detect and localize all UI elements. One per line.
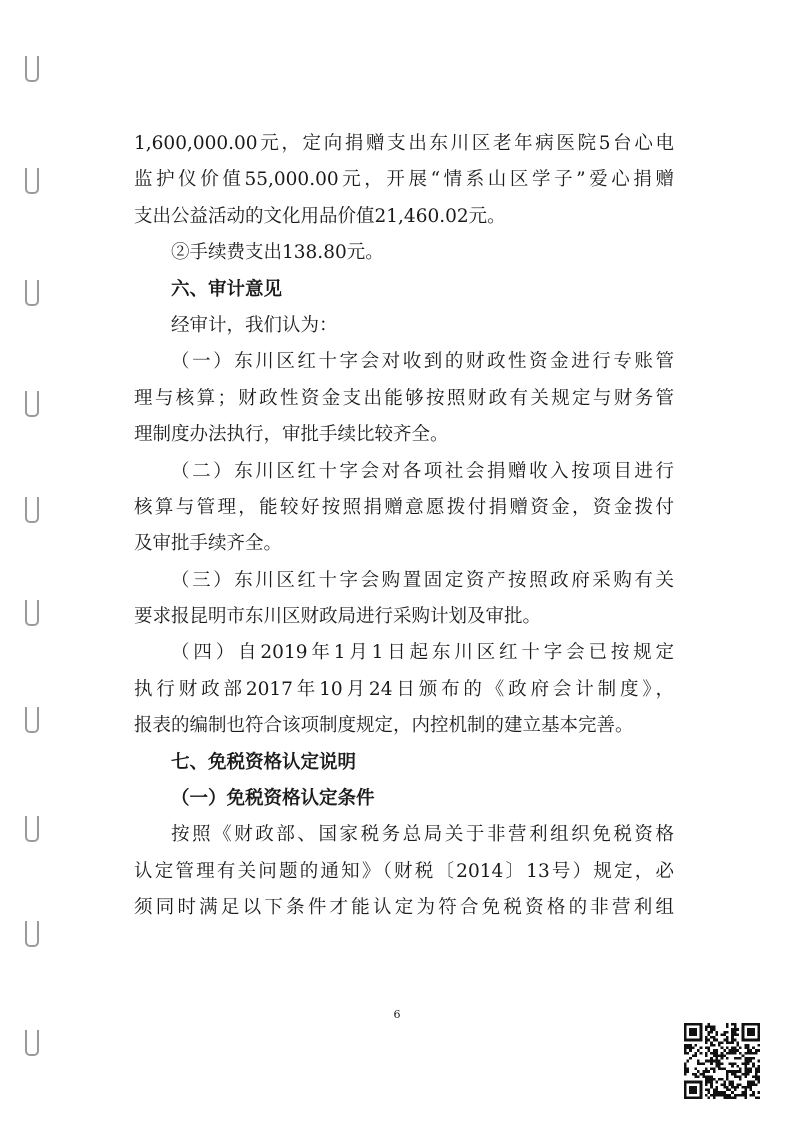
section-heading: 七、免税资格认定说明: [171, 751, 357, 773]
text-line: 理制度办法执行，审批手续比较齐全。: [134, 424, 449, 446]
binding-hole: [25, 280, 39, 306]
text-line: 及审批手续齐全。: [134, 533, 283, 555]
text-line: 按照《财政部、国家税务总局关于非营利组织免税资格: [171, 824, 674, 846]
binding-hole: [25, 497, 39, 523]
text-line: 要求报昆明市东川区财政局进行采购计划及审批。: [134, 606, 542, 628]
page-number: 6: [393, 1008, 401, 1021]
text-line: 核算与管理，能较好按照捐赠意愿拨付捐赠资金，资金拨付: [134, 496, 674, 518]
text-line: 1,600,000.00元，定向捐赠支出东川区老年病医院5台心电: [134, 133, 674, 154]
text-line: 报表的编制也符合该项制度规定，内控机制的建立基本完善。: [134, 715, 634, 737]
binding-hole: [25, 391, 39, 417]
text-line: 支出公益活动的文化用品价值21,460.02元。: [134, 205, 506, 227]
text-line: 执行财政部2017年10月24日颁布的《政府会计制度》，: [134, 678, 674, 700]
section-heading: （一）免税资格认定条件: [171, 788, 375, 810]
binding-hole: [25, 56, 39, 82]
binding-hole: [25, 921, 39, 947]
binding-hole: [25, 707, 39, 733]
text-line: （三）东川区红十字会购置固定资产按照政府采购有关: [171, 569, 674, 591]
document-body: [134, 126, 674, 927]
text-line: 理与核算；财政性资金支出能够按照财政有关规定与财务管: [134, 387, 674, 409]
section-heading: 六、审计意见: [171, 278, 283, 300]
text-line: （四）自2019年1月1日起东川区红十字会已按规定: [171, 642, 674, 664]
binding-hole: [25, 600, 39, 626]
text-line: 监护仪价值55,000.00元，开展“情系山区学子”爱心捐赠: [134, 169, 674, 191]
binding-hole: [25, 168, 39, 194]
text-line: （一）东川区红十字会对收到的财政性资金进行专账管: [171, 351, 674, 373]
qr-code: [684, 1023, 760, 1099]
text-line: 认定管理有关问题的通知》（财税〔2014〕13号）规定，必: [134, 860, 674, 882]
text-line: 经审计，我们认为：: [171, 314, 338, 336]
text-line: ②手续费支出138.80元。: [171, 242, 384, 264]
binding-hole: [25, 816, 39, 842]
text-line: 须同时满足以下条件才能认定为符合免税资格的非营利组: [134, 897, 674, 919]
text-line: （二）东川区红十字会对各项社会捐赠收入按项目进行: [171, 460, 674, 482]
binding-hole: [25, 1030, 39, 1056]
